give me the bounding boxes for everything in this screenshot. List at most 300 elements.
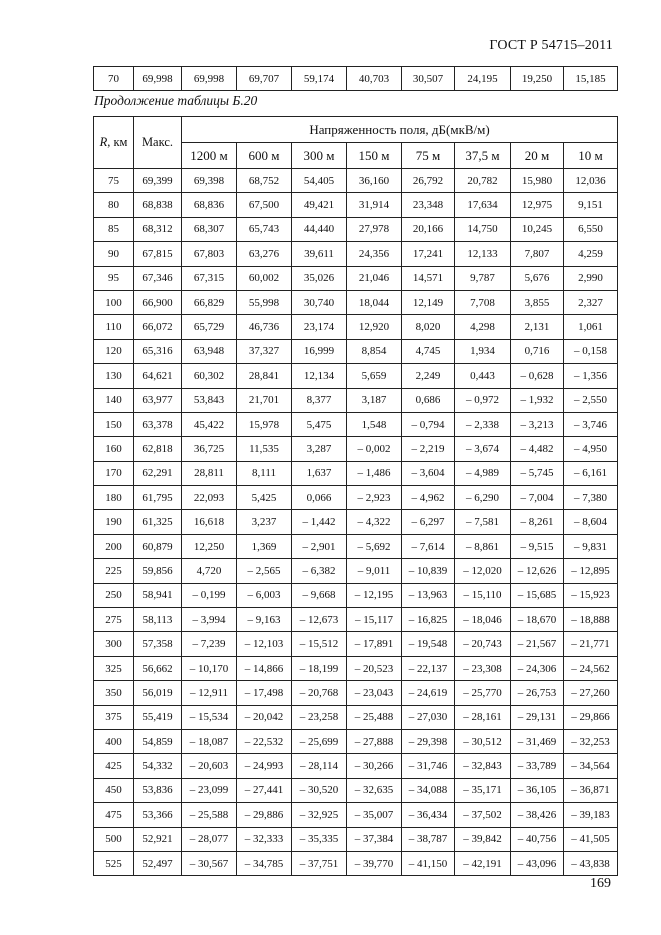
table-cell: 52,497 <box>134 851 182 875</box>
table-cell: – 32,925 <box>292 803 347 827</box>
table-cell: 0,443 <box>455 364 511 388</box>
table-cell: 4,298 <box>455 315 511 339</box>
table-cell: – 32,843 <box>455 754 511 778</box>
table-cell: 59,174 <box>292 67 347 91</box>
table-cell: – 17,498 <box>237 681 292 705</box>
previous-table-fragment <box>93 66 618 91</box>
max-header: Макс. <box>134 117 182 169</box>
table-cell: 60,002 <box>237 266 292 290</box>
table-cell: – 12,195 <box>347 583 402 607</box>
table-cell: 65,729 <box>182 315 237 339</box>
table-cell: 15,980 <box>511 169 564 193</box>
table-cell: – 25,770 <box>455 681 511 705</box>
table-cell: – 6,382 <box>292 559 347 583</box>
field-strength-table <box>93 116 618 876</box>
table-cell: – 15,534 <box>182 705 237 729</box>
table-row <box>94 754 618 778</box>
table-cell: 150 <box>94 412 134 436</box>
table-cell: – 27,888 <box>347 729 402 753</box>
table-cell: 4,720 <box>182 559 237 583</box>
table-cell: – 15,512 <box>292 632 347 656</box>
table-cell: 15,978 <box>237 412 292 436</box>
table-cell: 26,792 <box>402 169 455 193</box>
table-cell: 27,978 <box>347 217 402 241</box>
table-cell: – 38,787 <box>402 827 455 851</box>
table-cell: – 34,564 <box>564 754 618 778</box>
table-cell: 85 <box>94 217 134 241</box>
table-cell: 66,900 <box>134 290 182 314</box>
table-cell: 30,507 <box>402 67 455 91</box>
table-cell: 9,787 <box>455 266 511 290</box>
table-cell: 5,659 <box>347 364 402 388</box>
table-row <box>94 461 618 485</box>
table-cell: 68,836 <box>182 193 237 217</box>
table-cell: – 30,512 <box>455 729 511 753</box>
table-cell: – 2,923 <box>347 486 402 510</box>
table-cell: – 27,260 <box>564 681 618 705</box>
table-cell: – 40,756 <box>511 827 564 851</box>
table-cell: 0,716 <box>511 339 564 363</box>
table-cell: 8,377 <box>292 388 347 412</box>
table-cell: 69,998 <box>182 67 237 91</box>
table-cell: 12,250 <box>182 534 237 558</box>
table-row <box>94 412 618 436</box>
table-cell: – 35,007 <box>347 803 402 827</box>
table-cell: – 12,895 <box>564 559 618 583</box>
table-cell: 52,921 <box>134 827 182 851</box>
table-cell: 500 <box>94 827 134 851</box>
table-cell: 19,250 <box>511 67 564 91</box>
table-cell: – 15,117 <box>347 608 402 632</box>
table-cell: – 34,785 <box>237 851 292 875</box>
table-cell: 5,475 <box>292 412 347 436</box>
table-cell: – 35,335 <box>292 827 347 851</box>
table-cell: 8,020 <box>402 315 455 339</box>
table-cell: 54,859 <box>134 729 182 753</box>
table-cell: 3,187 <box>347 388 402 412</box>
table-cell: 28,841 <box>237 364 292 388</box>
table-cell: – 28,161 <box>455 705 511 729</box>
table-row <box>94 559 618 583</box>
table-cell: 2,327 <box>564 290 618 314</box>
table-cell: 68,312 <box>134 217 182 241</box>
table-row <box>94 705 618 729</box>
table-cell: 200 <box>94 534 134 558</box>
table-cell: 0,686 <box>402 388 455 412</box>
table-cell: – 36,871 <box>564 778 618 802</box>
table-cell: – 21,771 <box>564 632 618 656</box>
table-row <box>94 729 618 753</box>
table-cell: 120 <box>94 339 134 363</box>
table-row <box>94 851 618 875</box>
table-cell: 53,843 <box>182 388 237 412</box>
table-cell: 53,836 <box>134 778 182 802</box>
table-cell: – 15,685 <box>511 583 564 607</box>
table-cell: – 30,266 <box>347 754 402 778</box>
table-cell: – 12,626 <box>511 559 564 583</box>
table-cell: – 24,993 <box>237 754 292 778</box>
table-cell: – 4,482 <box>511 437 564 461</box>
distance-header: 1200 м <box>182 143 237 169</box>
table-cell: 20,166 <box>402 217 455 241</box>
table-cell: 130 <box>94 364 134 388</box>
table-cell: 95 <box>94 266 134 290</box>
table-cell: 12,134 <box>292 364 347 388</box>
table-cell: 21,046 <box>347 266 402 290</box>
table-cell: – 33,789 <box>511 754 564 778</box>
table-cell: 375 <box>94 705 134 729</box>
table-cell: 180 <box>94 486 134 510</box>
table-cell: – 6,003 <box>237 583 292 607</box>
table-cell: – 18,670 <box>511 608 564 632</box>
table-cell: – 7,004 <box>511 486 564 510</box>
table-cell: 57,358 <box>134 632 182 656</box>
table-cell: – 31,746 <box>402 754 455 778</box>
table-cell: – 4,322 <box>347 510 402 534</box>
table-cell: – 37,384 <box>347 827 402 851</box>
table-cell: – 31,469 <box>511 729 564 753</box>
table-row <box>94 315 618 339</box>
table-cell: – 9,163 <box>237 608 292 632</box>
table-cell: – 36,434 <box>402 803 455 827</box>
table-row <box>94 217 618 241</box>
table-cell: 69,399 <box>134 169 182 193</box>
table-cell: – 8,604 <box>564 510 618 534</box>
table-row <box>94 486 618 510</box>
table-cell: 22,093 <box>182 486 237 510</box>
table-cell: – 19,548 <box>402 632 455 656</box>
table-cell: 45,422 <box>182 412 237 436</box>
table-cell: – 26,753 <box>511 681 564 705</box>
table-cell: 12,920 <box>347 315 402 339</box>
table-cell: 67,803 <box>182 242 237 266</box>
table-cell: – 10,170 <box>182 656 237 680</box>
table-cell: 1,369 <box>237 534 292 558</box>
table-cell: 30,740 <box>292 290 347 314</box>
table-cell: 400 <box>94 729 134 753</box>
table-cell: 35,026 <box>292 266 347 290</box>
distance-header: 10 м <box>564 143 618 169</box>
table-cell: – 39,770 <box>347 851 402 875</box>
table-cell: – 4,962 <box>402 486 455 510</box>
table-cell: 4,745 <box>402 339 455 363</box>
table-cell: – 1,356 <box>564 364 618 388</box>
table-cell: 67,815 <box>134 242 182 266</box>
table-cell: – 2,550 <box>564 388 618 412</box>
table-row <box>94 169 618 193</box>
table-cell: 20,782 <box>455 169 511 193</box>
distance-header: 150 м <box>347 143 402 169</box>
table-cell: 350 <box>94 681 134 705</box>
table-cell: – 32,333 <box>237 827 292 851</box>
table-cell: – 41,150 <box>402 851 455 875</box>
table-cell: – 2,338 <box>455 412 511 436</box>
table-cell: – 20,042 <box>237 705 292 729</box>
table-cell: 69,398 <box>182 169 237 193</box>
table-cell: 65,316 <box>134 339 182 363</box>
table-cell: 62,818 <box>134 437 182 461</box>
table-cell: 14,750 <box>455 217 511 241</box>
table-cell: – 2,565 <box>237 559 292 583</box>
table-cell: – 3,994 <box>182 608 237 632</box>
table-cell: – 13,963 <box>402 583 455 607</box>
table-cell: – 5,692 <box>347 534 402 558</box>
table-cell: 100 <box>94 290 134 314</box>
table-cell: 1,061 <box>564 315 618 339</box>
table-cell: – 20,743 <box>455 632 511 656</box>
table-cell: 56,662 <box>134 656 182 680</box>
table-cell: – 5,745 <box>511 461 564 485</box>
table-cell: 17,634 <box>455 193 511 217</box>
table-cell: – 9,515 <box>511 534 564 558</box>
table-cell: 0,066 <box>292 486 347 510</box>
table-cell: – 24,306 <box>511 656 564 680</box>
table-row <box>94 534 618 558</box>
r-variable: R <box>99 135 108 149</box>
table-cell: 67,346 <box>134 266 182 290</box>
table-row <box>94 388 618 412</box>
table-cell: 66,072 <box>134 315 182 339</box>
table-cell: – 27,030 <box>402 705 455 729</box>
table-cell: – 23,099 <box>182 778 237 802</box>
table-cell: 58,941 <box>134 583 182 607</box>
table-cell: – 16,825 <box>402 608 455 632</box>
table-row <box>94 193 618 217</box>
table-cell: – 24,619 <box>402 681 455 705</box>
table-cell: 450 <box>94 778 134 802</box>
table-cell: 525 <box>94 851 134 875</box>
table-row <box>94 242 618 266</box>
table-cell: – 7,614 <box>402 534 455 558</box>
table-cell: 9,151 <box>564 193 618 217</box>
table-cell: – 23,258 <box>292 705 347 729</box>
table-cell: – 28,114 <box>292 754 347 778</box>
table-cell: – 8,261 <box>511 510 564 534</box>
table-row <box>94 608 618 632</box>
table-row <box>94 827 618 851</box>
table-cell: – 2,219 <box>402 437 455 461</box>
table-cell: 64,621 <box>134 364 182 388</box>
table-cell: 275 <box>94 608 134 632</box>
table-cell: – 0,199 <box>182 583 237 607</box>
table-cell: 49,421 <box>292 193 347 217</box>
table-cell: 68,307 <box>182 217 237 241</box>
table-cell: 63,276 <box>237 242 292 266</box>
table-cell: – 18,199 <box>292 656 347 680</box>
table-cell: – 4,950 <box>564 437 618 461</box>
table-cell: 3,287 <box>292 437 347 461</box>
table-cell: – 25,699 <box>292 729 347 753</box>
table-cell: 63,378 <box>134 412 182 436</box>
table-row <box>94 803 618 827</box>
table-cell: 8,854 <box>347 339 402 363</box>
table-cell: 60,879 <box>134 534 182 558</box>
table-cell: – 9,831 <box>564 534 618 558</box>
distance-header: 300 м <box>292 143 347 169</box>
table-cell: 2,131 <box>511 315 564 339</box>
table-cell: 160 <box>94 437 134 461</box>
distance-header: 600 м <box>237 143 292 169</box>
document-header: ГОСТ Р 54715–2011 <box>489 38 613 53</box>
table-cell: – 1,486 <box>347 461 402 485</box>
table-cell: 2,249 <box>402 364 455 388</box>
table-cell: 4,259 <box>564 242 618 266</box>
table-cell: – 6,297 <box>402 510 455 534</box>
table-cell: – 2,901 <box>292 534 347 558</box>
table-cell: – 9,011 <box>347 559 402 583</box>
table-row <box>94 364 618 388</box>
table-cell: – 24,562 <box>564 656 618 680</box>
table-cell: 44,440 <box>292 217 347 241</box>
distance-header: 20 м <box>511 143 564 169</box>
table-cell: 475 <box>94 803 134 827</box>
table-cell: – 17,891 <box>347 632 402 656</box>
table-cell: – 29,886 <box>237 803 292 827</box>
table-cell: 68,752 <box>237 169 292 193</box>
table-cell: 250 <box>94 583 134 607</box>
table-cell: 67,315 <box>182 266 237 290</box>
table-cell: 325 <box>94 656 134 680</box>
table-cell: – 3,604 <box>402 461 455 485</box>
table-row <box>94 266 618 290</box>
table-cell: – 0,628 <box>511 364 564 388</box>
table-cell: 16,999 <box>292 339 347 363</box>
table-cell: 140 <box>94 388 134 412</box>
table-cell: – 41,505 <box>564 827 618 851</box>
table-cell: 80 <box>94 193 134 217</box>
table-cell: – 0,972 <box>455 388 511 412</box>
table-cell: – 12,673 <box>292 608 347 632</box>
table-cell: – 29,398 <box>402 729 455 753</box>
table-cell: 62,291 <box>134 461 182 485</box>
distance-header: 75 м <box>402 143 455 169</box>
table-row <box>94 339 618 363</box>
table-cell: – 15,110 <box>455 583 511 607</box>
table-cell: – 39,842 <box>455 827 511 851</box>
table-cell: – 15,923 <box>564 583 618 607</box>
table-cell: – 18,888 <box>564 608 618 632</box>
table-row <box>94 778 618 802</box>
table-cell: – 20,768 <box>292 681 347 705</box>
table-cell: 5,676 <box>511 266 564 290</box>
table-cell: 63,977 <box>134 388 182 412</box>
table-cell: 68,838 <box>134 193 182 217</box>
table-header-row <box>94 117 618 143</box>
table-cell: – 38,426 <box>511 803 564 827</box>
table-cell: 1,548 <box>347 412 402 436</box>
table-cell: – 6,290 <box>455 486 511 510</box>
table-row <box>94 681 618 705</box>
table-cell: – 20,523 <box>347 656 402 680</box>
table-cell: 12,975 <box>511 193 564 217</box>
distance-r-header <box>94 117 134 169</box>
table-cell: 15,185 <box>564 67 618 91</box>
table-cell: 70 <box>94 67 134 91</box>
table-cell: – 12,911 <box>182 681 237 705</box>
table-cell: 425 <box>94 754 134 778</box>
table-cell: – 25,588 <box>182 803 237 827</box>
table-cell: 39,611 <box>292 242 347 266</box>
table-cell: 110 <box>94 315 134 339</box>
table-row <box>94 656 618 680</box>
table-cell: 225 <box>94 559 134 583</box>
table-cell: 63,948 <box>182 339 237 363</box>
table-cell: 12,133 <box>455 242 511 266</box>
table-cell: 55,998 <box>237 290 292 314</box>
table-cell: 170 <box>94 461 134 485</box>
table-cell: – 9,668 <box>292 583 347 607</box>
table-cell: 16,618 <box>182 510 237 534</box>
table-cell: 10,245 <box>511 217 564 241</box>
table-cell: 59,856 <box>134 559 182 583</box>
table-cell: – 37,751 <box>292 851 347 875</box>
table-cell: – 0,158 <box>564 339 618 363</box>
table-cell: – 30,567 <box>182 851 237 875</box>
table-row <box>94 510 618 534</box>
table-cell: – 29,131 <box>511 705 564 729</box>
table-cell: 69,707 <box>237 67 292 91</box>
table-cell: 36,160 <box>347 169 402 193</box>
table-cell: – 18,046 <box>455 608 511 632</box>
table-cell: – 34,088 <box>402 778 455 802</box>
table-cell: 56,019 <box>134 681 182 705</box>
table-cell: 7,807 <box>511 242 564 266</box>
table-cell: 40,703 <box>347 67 402 91</box>
table-cell: – 3,746 <box>564 412 618 436</box>
table-cell: 7,708 <box>455 290 511 314</box>
table-cell: 28,811 <box>182 461 237 485</box>
table-cell: 23,348 <box>402 193 455 217</box>
table-cell: 12,149 <box>402 290 455 314</box>
table-cell: – 6,161 <box>564 461 618 485</box>
table-cell: 54,405 <box>292 169 347 193</box>
table-cell: 14,571 <box>402 266 455 290</box>
table-cell: 3,855 <box>511 290 564 314</box>
table-cell: – 7,380 <box>564 486 618 510</box>
table-cell: – 18,087 <box>182 729 237 753</box>
table-cell: 8,111 <box>237 461 292 485</box>
table-cell: – 39,183 <box>564 803 618 827</box>
table-cell: 23,174 <box>292 315 347 339</box>
table-cell: 24,195 <box>455 67 511 91</box>
table-cell: – 7,239 <box>182 632 237 656</box>
table-cell: 1,637 <box>292 461 347 485</box>
table-cell: – 14,866 <box>237 656 292 680</box>
table-caption: Продолжение таблицы Б.20 <box>94 93 258 108</box>
table-cell: 6,550 <box>564 217 618 241</box>
table-cell: – 1,932 <box>511 388 564 412</box>
field-strength-group-header: Напряженность поля, дБ(мкВ/м) <box>182 117 618 143</box>
table-cell: – 22,137 <box>402 656 455 680</box>
table-cell: – 12,020 <box>455 559 511 583</box>
table-cell: – 23,308 <box>455 656 511 680</box>
table-cell: – 0,794 <box>402 412 455 436</box>
table-cell: 5,425 <box>237 486 292 510</box>
table-row <box>94 67 618 91</box>
table-cell: 300 <box>94 632 134 656</box>
table-cell: 61,325 <box>134 510 182 534</box>
table-cell: – 37,502 <box>455 803 511 827</box>
table-cell: 31,914 <box>347 193 402 217</box>
table-cell: – 42,191 <box>455 851 511 875</box>
table-cell: – 28,077 <box>182 827 237 851</box>
table-cell: 46,736 <box>237 315 292 339</box>
table-cell: – 22,532 <box>237 729 292 753</box>
table-cell: – 7,581 <box>455 510 511 534</box>
table-cell: – 3,674 <box>455 437 511 461</box>
table-cell: 2,990 <box>564 266 618 290</box>
table-cell: – 21,567 <box>511 632 564 656</box>
